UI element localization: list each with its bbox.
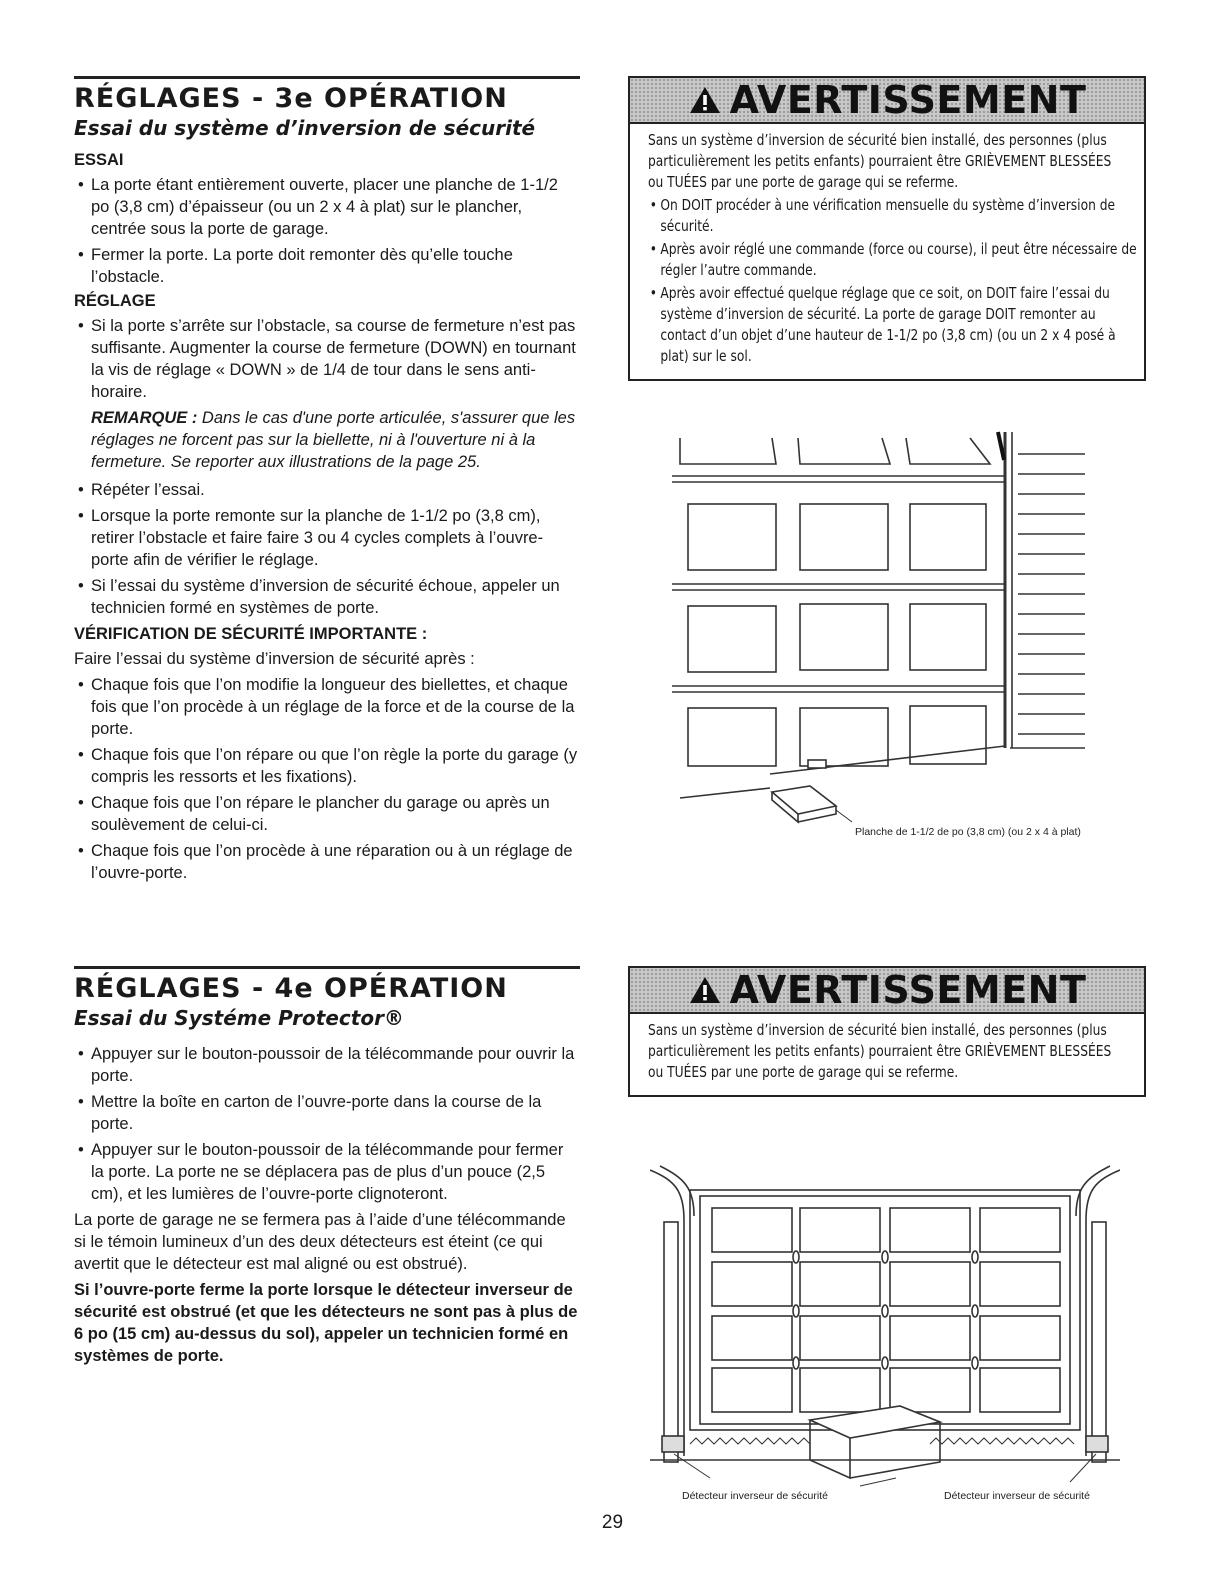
list-item: • Si la porte s’arrête sur l’obstacle, sa course de fermeture n’est pas suffisante. Augmenter la course de fermeture (DOWN) en tournant la vis de réglage « DOWN » de 1/4 de tour dans le sens anti-horaire. xyxy=(74,315,580,403)
list-item: • Mettre la boîte en carton de l’ouvre-porte dans la course de la porte. xyxy=(74,1091,580,1135)
warning-body xyxy=(630,124,1144,379)
warning-intro: Sans un système d’inversion de sécurité bien installé, des personnes (plus particulièrement les petits enfants) pourraient être GRIÈVEMENT BLESSÉES ou TUÉES par une porte de garage qui se referme. xyxy=(648,1021,1112,1081)
section-rule xyxy=(74,76,580,79)
warning-list xyxy=(648,195,1137,367)
list-item: • Chaque fois que l’on procède à une réparation ou à un réglage de l’ouvre-porte. xyxy=(74,840,580,884)
note-text: Dans le cas d'une porte articulée, s'assurer que les réglages ne forcent pas sur la biellette, ni à l'ouverture ni à la fermeture. Se reporter aux illustrations de la page 25. xyxy=(91,409,576,471)
figure-2-caption-right: Détecteur inverseur de sécurité xyxy=(944,1490,1090,1502)
page-number: 29 xyxy=(601,1512,624,1533)
warning-title: AVERTISSEMENT xyxy=(729,78,1087,122)
list-item: • Après avoir effectué quelque réglage que ce soit, on DOIT faire l’essai du système d’inversion de sécurité. La porte de garage DOIT remonter au contact d’un objet d’une hauteur de 1-1/2 po (3,8 cm) (ou un 2 x 4 posé à plat) sur le sol. xyxy=(648,283,1138,367)
list-item: • La porte étant entièrement ouverte, placer une planche de 1-1/2 po (3,8 cm) d’épaisseur (ou un 2 x 4 à plat) sur le plancher, centrée sous la porte de garage. xyxy=(74,174,580,240)
section-4-paragraph: La porte de garage ne se fermera pas à l’aide d’une télécommande si le témoin lumineux d’un des deux détecteurs est éteint (ce qui avertit que le détecteur est mal aligné ou est obstrué). xyxy=(74,1211,566,1273)
garage-door-sensor-illustration xyxy=(650,1160,1120,1500)
warning-triangle-icon xyxy=(688,85,722,115)
warning-box-1 xyxy=(628,76,1146,381)
list-item: • Chaque fois que l’on modifie la longueur des biellettes, et chaque fois que l’on procède à un réglage de la force et de la course de la porte. xyxy=(74,674,580,740)
list-item: • On DOIT procéder à une vérification mensuelle du système d’inversion de sécurité. xyxy=(648,195,1138,237)
figure-2-caption-left: Détecteur inverseur de sécurité xyxy=(682,1490,828,1502)
warning-body xyxy=(630,1014,1144,1095)
warning-header xyxy=(630,968,1144,1014)
verify-heading: VÉRIFICATION DE SÉCURITÉ IMPORTANTE : xyxy=(74,625,428,643)
section-3 xyxy=(74,76,580,888)
section-3-subtitle: Essai du système d’inversion de sécurité xyxy=(74,116,536,140)
list-item: • Lorsque la porte remonte sur la planche de 1-1/2 po (3,8 cm), retirer l’obstacle et faire faire 3 ou 4 cycles complets à l’ouvre-porte afin de vérifier le réglage. xyxy=(74,505,580,571)
list-item: • Appuyer sur le bouton-poussoir de la télécommande pour ouvrir la porte. xyxy=(74,1043,580,1087)
section-4-title: RÉGLAGES - 4e OPÉRATION xyxy=(74,973,508,1004)
adjust-heading: RÉGLAGE xyxy=(74,292,156,310)
figure-1-caption: Planche de 1-1/2 de po (3,8 cm) (ou 2 x 4 à plat) xyxy=(855,826,1081,838)
section-4 xyxy=(74,966,580,1367)
section-4-bold-paragraph: Si l’ouvre-porte ferme la porte lorsque le détecteur inverseur de sécurité est obstrué (et que les détecteurs ne sont pas à plus de 6 po (15 cm) au-dessus du sol), appeler un technicien formé en systèmes de porte. xyxy=(74,1281,578,1365)
warning-triangle-icon xyxy=(688,975,722,1005)
section-4-list xyxy=(74,1043,580,1205)
note-label: REMARQUE : xyxy=(91,409,198,427)
warning-box-2 xyxy=(628,966,1146,1097)
garage-door-board-illustration xyxy=(660,428,1100,838)
adjust-list-a xyxy=(74,315,580,403)
list-item: • Chaque fois que l’on répare le plancher du garage ou après un soulèvement de celui-ci. xyxy=(74,792,580,836)
test-heading: ESSAI xyxy=(74,151,124,169)
list-item: • Si l’essai du système d’inversion de sécurité échoue, appeler un technicien formé en systèmes de porte. xyxy=(74,575,580,619)
list-item: • Chaque fois que l’on répare ou que l’on règle la porte du garage (y compris les ressorts et les fixations). xyxy=(74,744,580,788)
adjust-list-b xyxy=(74,479,580,619)
warning-title: AVERTISSEMENT xyxy=(729,968,1087,1012)
warning-header xyxy=(630,78,1144,124)
section-rule xyxy=(74,966,580,969)
list-item: • Après avoir réglé une commande (force ou course), il peut être nécessaire de régler l’autre commande. xyxy=(648,239,1138,281)
list-item: • Répéter l’essai. xyxy=(74,479,580,501)
verify-intro: Faire l’essai du système d’inversion de sécurité après : xyxy=(74,650,475,668)
warning-intro: Sans un système d’inversion de sécurité bien installé, des personnes (plus particulièrement les petits enfants) pourraient être GRIÈVEMENT BLESSÉES ou TUÉES par une porte de garage qui se referme. xyxy=(648,131,1112,191)
section-4-subtitle: Essai du Systéme Protector® xyxy=(74,1006,404,1030)
list-item: • Appuyer sur le bouton-poussoir de la télécommande pour fermer la porte. La porte ne se déplacera pas de plus d’un pouce (2,5 cm), et les lumières de l’ouvre-porte clignoteront. xyxy=(74,1139,580,1205)
test-list xyxy=(74,174,580,288)
note xyxy=(91,407,580,473)
verify-list xyxy=(74,674,580,884)
list-item: • Fermer la porte. La porte doit remonter dès qu’elle touche l’obstacle. xyxy=(74,244,580,288)
section-3-title: RÉGLAGES - 3e OPÉRATION xyxy=(74,83,508,114)
